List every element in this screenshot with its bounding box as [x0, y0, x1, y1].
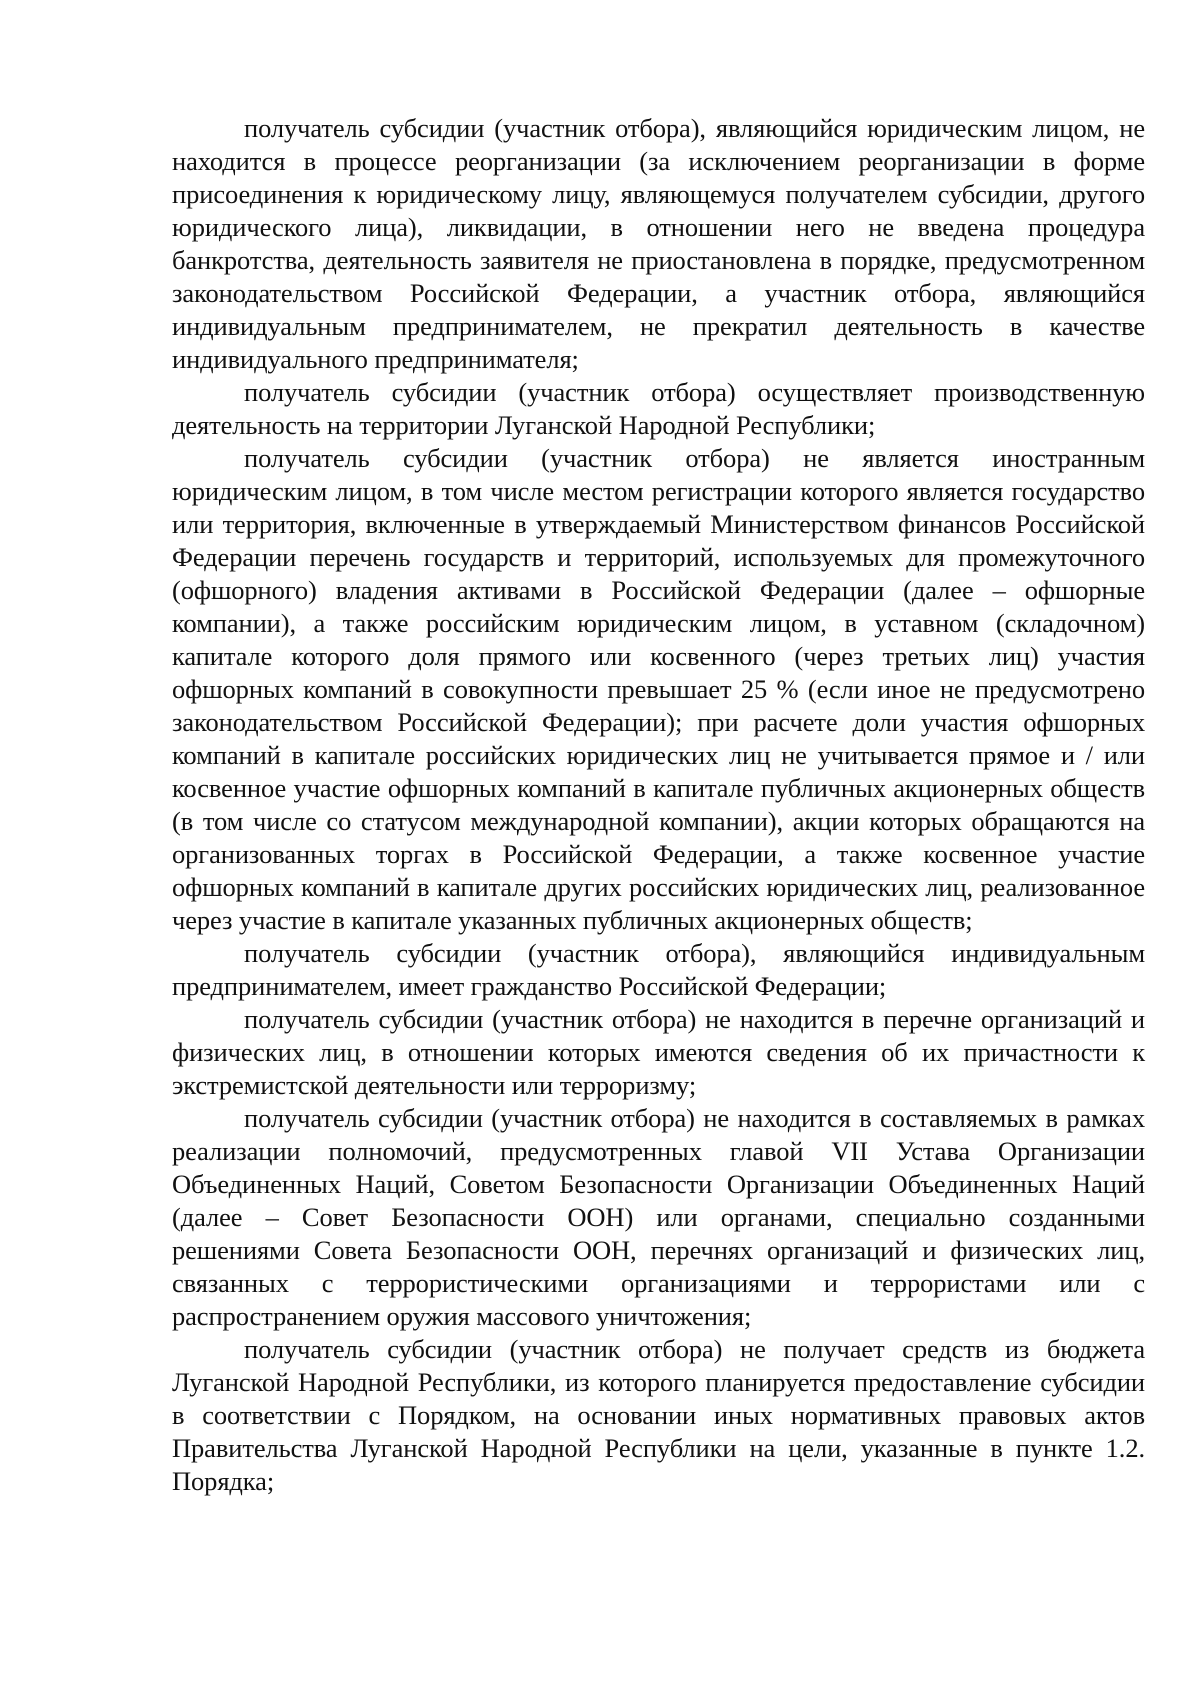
paragraph-un-security-council: получатель субсидии (участник отбора) не находится в составляемых в рамках реализации полномочий, предусмотренных главой VII Устава Организации Объединенных Наций, Советом Безопасности Организации Объединенных Наций (далее – Совет Безопасности ООН) или органами, специально созданными решениями Совета Безопасности ООН, перечнях организаций и физических лиц, связанных с террористическими организациями и террористами или с распространением оружия массового уничтожения;: [172, 1103, 1145, 1331]
paragraph-production-territory: получатель субсидии (участник отбора) осуществляет производственную деятельность на территории Луганской Народной Республики;: [172, 377, 1145, 440]
document-body: [172, 112, 1145, 1498]
paragraph-citizenship: получатель субсидии (участник отбора), являющийся индивидуальным предпринимателем, имеет гражданство Российской Федерации;: [172, 938, 1145, 1001]
paragraph-offshore-companies: получатель субсидии (участник отбора) не является иностранным юридическим лицом, в том числе местом регистрации которого является государство или территория, включенные в утверждаемый Министерством финансов Российской Федерации перечень государств и территорий, используемых для промежуточного (офшорного) владения активами в Российской Федерации (далее – офшорные компании), а также российским юридическим лицом, в уставном (складочном) капитале которого доля прямого или косвенного (через третьих лиц) участия офшорных компаний в совокупности превышает 25 % (если иное не предусмотрено законодательством Российской Федерации); при расчете доли участия офшорных компаний в капитале российских юридических лиц не учитывается прямое и / или косвенное участие офшорных компаний в капитале публичных акционерных обществ (в том числе со статусом международной компании), акции которых обращаются на организованных торгах в Российской Федерации, а также косвенное участие офшорных компаний в капитале других российских юридических лиц, реализованное через участие в капитале указанных публичных акционерных обществ;: [172, 443, 1145, 935]
paragraph-budget-funds: получатель субсидии (участник отбора) не получает средств из бюджета Луганской Народной Республики, из которого планируется предоставление субсидии в соответствии с Порядком, на основании иных нормативных правовых актов Правительства Луганской Народной Республики на цели, указанные в пункте 1.2. Порядка;: [172, 1334, 1145, 1496]
paragraph-extremism-list: получатель субсидии (участник отбора) не находится в перечне организаций и физических лиц, в отношении которых имеются сведения об их причастности к экстремистской деятельности или терроризму;: [172, 1004, 1145, 1100]
paragraph-legal-entity-status: получатель субсидии (участник отбора), являющийся юридическим лицом, не находится в процессе реорганизации (за исключением реорганизации в форме присоединения к юридическому лицу, являющемуся получателем субсидии, другого юридического лица), ликвидации, в отношении него не введена процедура банкротства, деятельность заявителя не приостановлена в порядке, предусмотренном законодательством Российской Федерации, а участник отбора, являющийся индивидуальным предпринимателем, не прекратил деятельность в качестве индивидуального предпринимателя;: [172, 113, 1145, 374]
